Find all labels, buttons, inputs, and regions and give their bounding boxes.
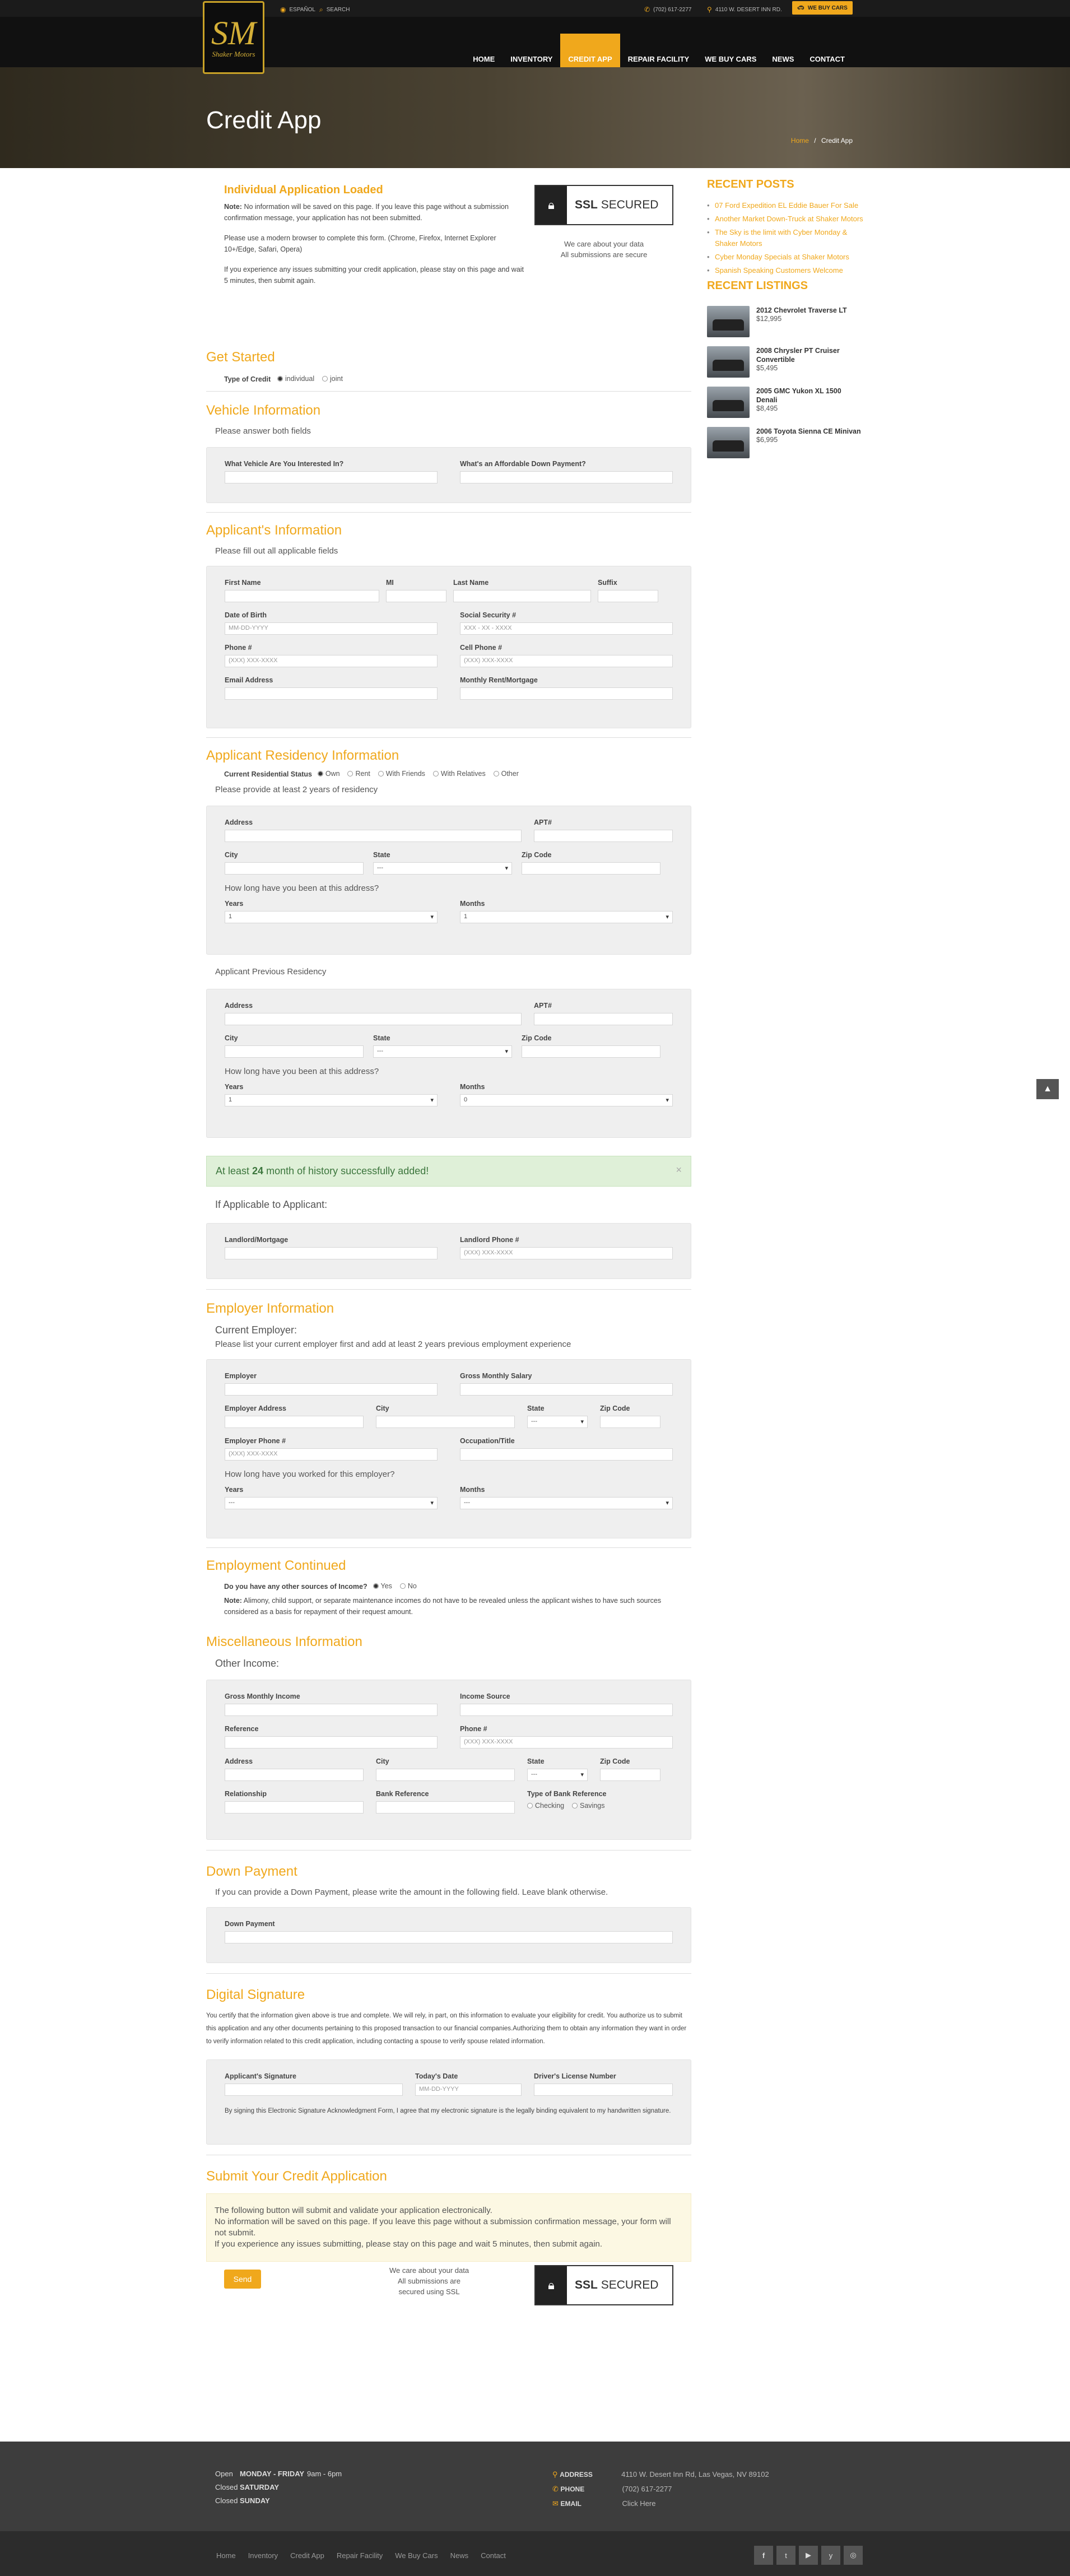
reference-address-input[interactable] xyxy=(225,1769,364,1781)
opening-hours: Open MONDAY - FRIDAY 9am - 6pm Closed SATURDAY Closed SUNDAY xyxy=(215,2470,342,2505)
status-relatives[interactable]: With Relatives xyxy=(433,770,486,778)
ssn-input[interactable]: XXX - XX - XXXX xyxy=(460,622,673,635)
state-select[interactable]: --- ▾ xyxy=(373,862,512,875)
instagram-icon[interactable]: ◎ xyxy=(844,2546,863,2565)
prev-city-input[interactable] xyxy=(225,1045,364,1058)
chevron-up-icon: ▲ xyxy=(1043,1084,1052,1094)
years-select[interactable]: 1 ▾ xyxy=(225,911,438,923)
nav-contact[interactable]: CONTACT xyxy=(810,54,845,63)
car-thumbnail xyxy=(707,427,750,458)
prev-apt-input[interactable] xyxy=(534,1013,673,1025)
other-income-yes[interactable]: Yes xyxy=(373,1582,392,1590)
post-link[interactable]: • Another Market Down-Truck at Shaker Motors xyxy=(707,213,864,225)
post-link[interactable]: • Spanish Speaking Customers Welcome xyxy=(707,265,864,276)
credit-form xyxy=(206,178,691,2319)
applicant-section: Applicant's Information Please fill out all applicable fields First Name MI Last Name Suffix Date of Birth MM-DD-YYYY Social Security # XXX - XX - XXXX Phone # (XXX) XXX-XXXX Cell Phone # (XXX) XXX-XXXX Email Address Monthly Rent/Mortgage xyxy=(206,523,691,738)
months-select[interactable]: 1 ▾ xyxy=(460,911,673,923)
down-payment-title: Down Payment xyxy=(206,1864,297,1879)
employer-months-select[interactable]: --- ▾ xyxy=(460,1497,673,1509)
footer-info xyxy=(0,2442,1070,2531)
envelope-icon: ✉ xyxy=(552,2499,559,2508)
signature-agreement: By signing this Electronic Signature Acknowledgment Form, I agree that my electronic signature is the legally binding equivalent to my handwritten signature. xyxy=(225,2108,671,2114)
car-thumbnail xyxy=(707,387,750,418)
we-buy-cars-button[interactable]: 🚗︎ WE BUY CARS xyxy=(792,1,853,15)
footer-link-repair[interactable]: Repair Facility xyxy=(336,2551,383,2560)
employer-address-input[interactable] xyxy=(225,1416,364,1428)
gross-income-input[interactable] xyxy=(225,1704,438,1716)
get-started-section: Get Started Type of Credit individual joint xyxy=(206,350,691,392)
monthly-rent-input[interactable] xyxy=(460,687,673,700)
status-own[interactable]: Own xyxy=(318,770,340,778)
car-icon: 🚗︎ xyxy=(797,4,804,11)
employment-continued-title: Employment Continued xyxy=(206,1558,346,1573)
footer-bottom xyxy=(0,2531,1070,2576)
credit-type-joint[interactable]: joint xyxy=(322,375,343,383)
contact-info: ⚲ ADDRESS 4110 W. Desert Inn Rd, Las Vegas, NV 89102 ✆ PHONE (702) 617-2277 ✉ EMAIL Click Here xyxy=(552,2470,769,2508)
page-title: Credit App xyxy=(206,106,322,134)
phone-icon: ✆ xyxy=(552,2485,559,2493)
employer-state-select[interactable]: --- ▾ xyxy=(527,1416,588,1428)
listing-item[interactable]: 2012 Chevrolet Traverse LT $12,995 xyxy=(707,306,864,337)
employer-city-input[interactable] xyxy=(376,1416,515,1428)
landlord-input[interactable] xyxy=(225,1247,438,1259)
recent-listings-title: RECENT LISTINGS xyxy=(707,280,808,292)
employer-years-select[interactable]: --- ▾ xyxy=(225,1497,438,1509)
car-thumbnail xyxy=(707,346,750,378)
post-link[interactable]: • The Sky is the limit with Cyber Monday & Shaker Motors xyxy=(707,227,864,249)
nav-news[interactable]: NEWS xyxy=(772,54,794,63)
reference-state-select[interactable]: --- ▾ xyxy=(527,1769,588,1781)
employment-continued-section: Employment Continued Do you have any other sources of Income? Yes No Note: Alimony, child support, or separate maintenance incomes do not have to be revealed unless the applicant wishes to have such sources considered as a basis for repayment of their request amount. xyxy=(206,1558,691,1617)
lock-icon: 🔒︎ xyxy=(536,186,567,224)
bank-reference-input[interactable] xyxy=(376,1801,515,1814)
employer-title: Employer Information xyxy=(206,1301,334,1316)
relationship-input[interactable] xyxy=(225,1801,364,1814)
reference-zip-input[interactable] xyxy=(600,1769,660,1781)
breadcrumb: Home / Credit App xyxy=(790,137,853,145)
residency-section: Applicant Residency Information Current Residential Status Own Rent With Friends With Relatives Other Please provide at least 2 years of residency Address APT# City State --- ▾ Zip Code How long have you been at this address? Years 1 ▾ Months 1 ▾ Applicant Previous Residency Address APT# City State --- ▾ Zip Code How long have you been at this address? Years 1 ▾ Months 0 ▾ At least 24 month of history successfully added! × If Applicable to Applicant: Landlord/Mortgage Landlord Phone # (XXX) XXX-XXXX xyxy=(206,748,691,1290)
credit-type-individual[interactable]: individual xyxy=(277,375,314,383)
ssl-badge-bottom: 🔒︎ SSL SECURED xyxy=(534,2265,673,2305)
listing-item[interactable]: 2008 Chrysler PT Cruiser Convertible $5,495 xyxy=(707,346,864,378)
signature-title: Digital Signature xyxy=(206,1987,305,2002)
prev-zip-input[interactable] xyxy=(522,1045,660,1058)
twitter-icon[interactable]: t xyxy=(776,2546,795,2565)
reference-phone-input[interactable]: (XXX) XXX-XXXX xyxy=(460,1736,673,1749)
map-marker-icon: ⚲ xyxy=(707,6,712,13)
middle-initial-input[interactable] xyxy=(386,590,446,602)
language-link[interactable]: ◉ ESPAÑOL xyxy=(280,6,315,13)
down-payment-input[interactable] xyxy=(225,1931,673,1943)
prev-state-select[interactable]: --- ▾ xyxy=(373,1045,512,1058)
apt-input[interactable] xyxy=(534,830,673,842)
post-link[interactable]: • 07 Ford Expedition EL Eddie Bauer For Sale xyxy=(707,200,864,211)
post-link[interactable]: • Cyber Monday Specials at Shaker Motors xyxy=(707,252,864,263)
radio-icon xyxy=(277,376,283,382)
intro-issues: If you experience any issues submitting your credit application, please stay on this page and wait 5 minutes, then submit again. xyxy=(224,266,524,285)
intro-section: Individual Application Loaded Note: No information will be saved on this page. If you leave this page without a submission confirmation message, your application has not been submitted. Please use a modern browser to complete this form. (Chrome, Firefox, Internet Explorer 10+/Edge, Safari, Opera) If you experience any issues submitting your credit application, please stay on this page and wait 5 minutes, then submit again. 🔒︎ SSL SECURED We care about your data All submissions are secure xyxy=(206,184,691,350)
intro-title: Individual Application Loaded xyxy=(224,184,383,196)
ssl-badge: 🔒︎ SSL SECURED xyxy=(534,185,673,225)
footer-link-inventory[interactable]: Inventory xyxy=(248,2551,278,2560)
residency-title: Applicant Residency Information xyxy=(206,748,399,763)
cell-phone-input[interactable]: (XXX) XXX-XXXX xyxy=(460,655,673,667)
footer-link-contact[interactable]: Contact xyxy=(481,2551,506,2560)
zip-input[interactable] xyxy=(522,862,660,875)
down-payment-section: Down Payment If you can provide a Down Payment, please write the amount in the following field. Leave blank otherwise. Down Payment xyxy=(206,1864,691,1974)
submit-notice: The following button will submit and validate your application electronically. No information will be saved on this page. If you leave this page without a submission confirmation message, your form will not submit. If you experience any issues submitting, please stay on this page and wait 5 minutes, then submit again. xyxy=(206,2193,691,2262)
income-note: Alimony, child support, or separate maintenance incomes do not have to be revealed unless the applicant wishes to have such sources considered as a basis for repayment of their request amount. xyxy=(224,1597,662,1616)
car-thumbnail xyxy=(707,306,750,337)
previous-residency-box: Address APT# City State --- ▾ Zip Code How long have you been at this address? Years 1 ▾ Months 0 ▾ xyxy=(206,989,691,1138)
reference-input[interactable] xyxy=(225,1736,438,1749)
prev-address-input[interactable] xyxy=(225,1013,522,1025)
vehicle-interest-input[interactable] xyxy=(225,471,438,483)
income-source-input[interactable] xyxy=(460,1704,673,1716)
submit-title: Submit Your Credit Application xyxy=(206,2169,387,2184)
nav-home[interactable]: HOME xyxy=(473,54,495,63)
address-input[interactable] xyxy=(225,830,522,842)
sidebar xyxy=(707,178,864,467)
signature-section: Digital Signature You certify that the information given above is true and complete. We will rely, in part, on this information to evaluate your eligibility for credit. You authorize us to submit this application and any other documents pertaining to this proposed transaction to our financial companies.Authorizing them to obtain any information they want in order to verify information related to this credit application, including contacting a spouse to verify spouse related information. Applicant's Signature Today's Date MM-DD-YYYY Driver's License Number By signing this Electronic Signature Acknowledgment Form, I agree that my electronic signature is the legally binding equivalent to my handwritten signature. xyxy=(206,1987,691,2155)
prev-years-select[interactable]: 1 ▾ xyxy=(225,1094,438,1106)
lock-icon: 🔒︎ xyxy=(536,2266,567,2304)
salary-input[interactable] xyxy=(460,1383,673,1396)
employer-phone-input[interactable]: (XXX) XXX-XXXX xyxy=(225,1448,438,1461)
signature-input[interactable] xyxy=(225,2084,403,2096)
down-payment-estimate-input[interactable] xyxy=(460,471,673,483)
bank-type-savings[interactable]: Savings xyxy=(572,1802,604,1810)
bank-type-checking[interactable]: Checking xyxy=(527,1802,564,1810)
employer-section: Employer Information Current Employer: Please list your current employer first and add at least 2 years previous employment experience Employer Gross Monthly Salary Employer Address City State --- ▾ Zip Code Employer Phone # (XXX) XXX-XXXX Occupation/Title How long have you worked for this employer? Years --- ▾ Months --- ▾ xyxy=(206,1301,691,1548)
main-navbar xyxy=(0,17,1070,67)
employer-input[interactable] xyxy=(225,1383,438,1396)
close-icon[interactable]: × xyxy=(676,1164,682,1175)
listing-item[interactable]: 2005 GMC Yukon XL 1500 Denali $8,495 xyxy=(707,387,864,418)
current-residency-box: Address APT# City State --- ▾ Zip Code How long have you been at this address? Years 1 ▾ Months 1 ▾ xyxy=(206,806,691,955)
nav-inventory[interactable]: INVENTORY xyxy=(510,54,553,63)
phone-input[interactable]: (XXX) XXX-XXXX xyxy=(225,655,438,667)
misc-section: Miscellaneous Information Other Income: Gross Monthly Income Income Source Reference Phone # (XXX) XXX-XXXX Address City State --- ▾ Zip Code Relationship Bank Reference Type of Bank Reference Checking Savings xyxy=(206,1634,691,1850)
city-input[interactable] xyxy=(225,862,364,875)
radio-icon xyxy=(322,376,328,382)
map-marker-icon: ⚲ xyxy=(552,2470,558,2479)
status-other[interactable]: Other xyxy=(494,770,519,778)
status-rent[interactable]: Rent xyxy=(347,770,370,778)
suffix-input[interactable] xyxy=(598,590,658,602)
top-bar xyxy=(0,0,1070,17)
last-name-input[interactable] xyxy=(453,590,591,602)
email-link[interactable]: Click Here xyxy=(622,2499,656,2508)
listing-item[interactable]: 2006 Toyota Sienna CE Minivan $6,995 xyxy=(707,427,864,458)
landlord-phone-input[interactable]: (XXX) XXX-XXXX xyxy=(460,1247,673,1259)
recent-listings xyxy=(707,306,864,458)
dob-input[interactable]: MM-DD-YYYY xyxy=(225,622,438,635)
phone-icon: ✆ xyxy=(644,6,650,13)
breadcrumb-current: Credit App xyxy=(821,137,853,145)
license-input[interactable] xyxy=(534,2084,673,2096)
reference-city-input[interactable] xyxy=(376,1769,515,1781)
misc-title: Miscellaneous Information xyxy=(206,1634,362,1649)
signature-terms: You certify that the information given above is true and complete. We will rely, in part, on this information to evaluate your eligibility for credit. You authorize us to submit this application and any other documents pertaining to this proposed transaction to our financial companies.Authorizing them to obtain any information they want in order to verify information related to this credit application, including contacting a spouse to verify spouse related information. xyxy=(206,2012,687,2045)
nav-credit-app[interactable]: CREDIT APP xyxy=(560,34,620,84)
yelp-icon[interactable]: y xyxy=(821,2546,840,2565)
email-input[interactable] xyxy=(225,687,438,700)
occupation-input[interactable] xyxy=(460,1448,673,1461)
scroll-top-button[interactable] xyxy=(1036,1079,1059,1099)
globe-icon: ◉ xyxy=(280,6,286,13)
intro-browser: Please use a modern browser to complete this form. (Chrome, Firefox, Internet Explorer 10+/Edge, Safari, Opera) xyxy=(224,234,496,253)
landlord-box: Landlord/Mortgage Landlord Phone # (XXX) XXX-XXXX xyxy=(206,1223,691,1279)
status-friends[interactable]: With Friends xyxy=(378,770,425,778)
send-button[interactable]: Send xyxy=(224,2270,261,2289)
prev-months-select[interactable]: 0 ▾ xyxy=(460,1094,673,1106)
recent-posts-title: RECENT POSTS xyxy=(707,178,794,190)
nav-repair-facility[interactable]: REPAIR FACILITY xyxy=(627,54,690,63)
first-name-input[interactable] xyxy=(225,590,379,602)
nav-we-buy-cars[interactable]: WE BUY CARS xyxy=(705,54,757,63)
footer-link-news[interactable]: News xyxy=(450,2551,469,2560)
social-links xyxy=(754,2546,863,2565)
facebook-icon[interactable]: f xyxy=(754,2546,773,2565)
date-input[interactable]: MM-DD-YYYY xyxy=(415,2084,522,2096)
footer-link-we-buy-cars[interactable]: We Buy Cars xyxy=(395,2551,438,2560)
page-hero xyxy=(0,67,1070,168)
phone-link[interactable]: ✆ (702) 617-2277 xyxy=(644,6,692,13)
get-started-title: Get Started xyxy=(206,350,275,365)
other-income-no[interactable]: No xyxy=(400,1582,417,1590)
intro-note: No information will be saved on this page. If you leave this page without a submission confirmation message, your application has not been submitted. xyxy=(224,203,509,222)
search-icon: ⌕ xyxy=(319,6,323,13)
breadcrumb-home[interactable]: Home xyxy=(790,137,809,145)
submit-data-care-note: We care about your data All submissions are secured using SSL xyxy=(389,2266,469,2296)
employer-zip-input[interactable] xyxy=(600,1416,660,1428)
address-link[interactable]: ⚲ 4110 W. DESERT INN RD. xyxy=(707,6,782,13)
youtube-icon[interactable]: ▶ xyxy=(799,2546,818,2565)
history-success-alert: At least 24 month of history successfully added! × xyxy=(206,1156,691,1187)
vehicle-title: Vehicle Information xyxy=(206,403,321,418)
vehicle-section: Vehicle Information Please answer both fields What Vehicle Are You Interested In? What's an Affordable Down Payment? xyxy=(206,403,691,513)
applicant-title: Applicant's Information xyxy=(206,523,342,538)
submit-section xyxy=(206,2169,691,2319)
data-care-note: We care about your data All submissions are secure xyxy=(560,240,648,259)
search-link[interactable]: ⌕ SEARCH xyxy=(319,6,350,13)
footer-link-home[interactable]: Home xyxy=(216,2551,236,2560)
footer-links xyxy=(216,2551,506,2560)
site-logo[interactable]: SM Shaker Motors xyxy=(203,1,264,74)
recent-posts-list xyxy=(707,200,864,276)
footer-link-credit-app[interactable]: Credit App xyxy=(290,2551,324,2560)
